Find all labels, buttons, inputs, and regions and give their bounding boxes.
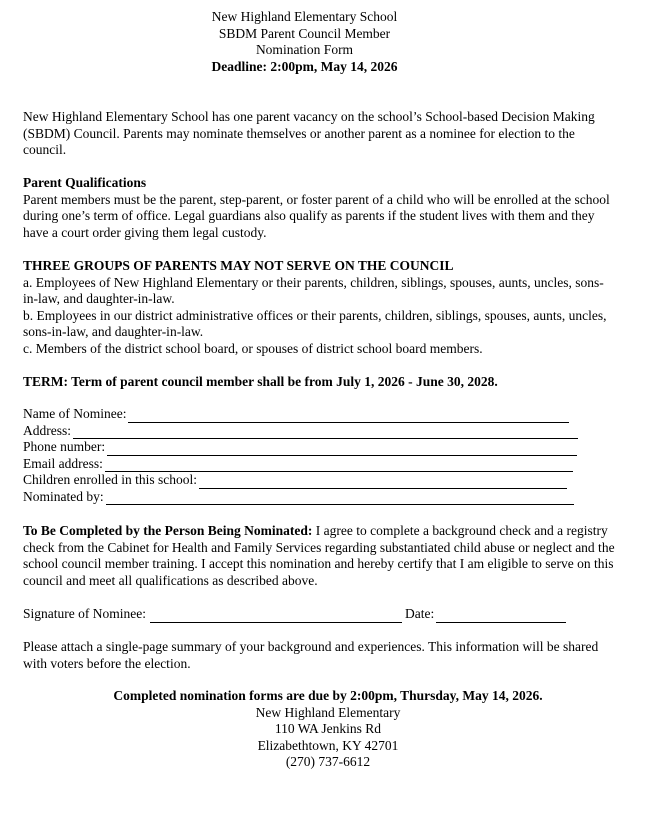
nominated-by-input-line[interactable]	[106, 492, 574, 505]
children-field	[23, 472, 618, 489]
term-statement	[23, 374, 618, 391]
form-footer	[0, 688, 652, 771]
name-input-line[interactable]	[128, 410, 569, 423]
qualifications-heading: Parent Qualifications	[23, 175, 147, 190]
group-item-b: b. Employees in our district administrative offices or their parents, children, siblings, spouses, aunts, uncles, sons-in-law, and daughter-in-law.	[23, 307, 607, 339]
due-statement: Completed nomination forms are due by 2:00pm, Thursday, May 14, 2026.	[113, 688, 543, 703]
school-name: New Highland Elementary School	[211, 9, 398, 24]
nominated-by-label: Nominated by:	[23, 488, 104, 504]
email-input-line[interactable]	[105, 459, 573, 472]
groups-heading: THREE GROUPS OF PARENTS MAY NOT SERVE ON THE COUNCIL	[23, 258, 454, 273]
footer-phone: (270) 737-6612	[285, 754, 371, 769]
address-label: Address:	[23, 422, 71, 438]
attach-note: Please attach a single-page summary of your background and experiences. This information will be shared with voters before the election.	[23, 639, 599, 671]
address-field	[23, 423, 618, 440]
name-label: Name of Nominee:	[23, 406, 127, 421]
email-field	[23, 456, 618, 473]
intro-paragraph: New Highland Elementary School has one parent vacancy on the school’s School-based Decision Making (SBDM) Council. Parents may nominate themselves or another parent as a nominee for election to the council.	[23, 109, 595, 157]
footer-street: 110 WA Jenkins Rd	[274, 721, 382, 736]
name-field	[23, 406, 618, 423]
address-input-line[interactable]	[73, 426, 578, 439]
group-item-a: a. Employees of New Highland Elementary or their parents, children, siblings, spouses, aunts, uncles, sons-in-law, and daughter-in-law.	[23, 274, 604, 306]
email-label: Email address:	[23, 455, 103, 471]
date-input-line[interactable]	[436, 610, 566, 623]
signature-row	[23, 606, 618, 623]
signature-label: Signature of Nominee:	[23, 606, 146, 621]
term-label: TERM	[23, 374, 64, 389]
phone-input-line[interactable]	[107, 443, 577, 456]
footer-school-name: New Highland Elementary	[255, 704, 401, 720]
consent-paragraph	[23, 523, 618, 589]
phone-label: Phone number:	[23, 439, 106, 454]
qualifications-section	[23, 175, 618, 241]
consent-heading: To Be Completed by the Person Being Nominated:	[23, 523, 313, 538]
deadline: Deadline: 2:00pm, May 14, 2026	[211, 58, 398, 74]
nominated-by-field	[23, 489, 618, 506]
group-item-c: c. Members of the district school board, or spouses of district school board members.	[23, 340, 483, 356]
consent-text: I agree to complete a background check and a registry check from the Cabinet for Health and Family Services regarding substantiated child abuse or neglect and the school council member training. I accept this nomination and hereby certify that I am eligible to serve on this council and meet all qualifications as described above.	[23, 523, 615, 588]
date-label: Date:	[404, 606, 435, 621]
children-input-line[interactable]	[199, 476, 567, 489]
form-title: Nomination Form	[255, 42, 354, 57]
phone-field	[23, 439, 618, 456]
children-label: Children enrolled in this school:	[23, 472, 197, 487]
council-title: SBDM Parent Council Member	[218, 25, 391, 41]
signature-input-line[interactable]	[150, 610, 402, 623]
qualifications-text: Parent members must be the parent, step-parent, or foster parent of a child who will be enrolled at the school during one’s term of office. Legal guardians also qualify as parents if the student lives with them and they have a court order giving them legal custody.	[23, 191, 610, 240]
footer-city: Elizabethtown, KY 42701	[257, 737, 399, 753]
nominee-fields	[23, 406, 618, 505]
term-text: : Term of parent council member shall be from July 1, 2026 - June 30, 2028.	[63, 374, 498, 389]
groups-section	[23, 258, 618, 357]
form-header	[0, 9, 609, 75]
